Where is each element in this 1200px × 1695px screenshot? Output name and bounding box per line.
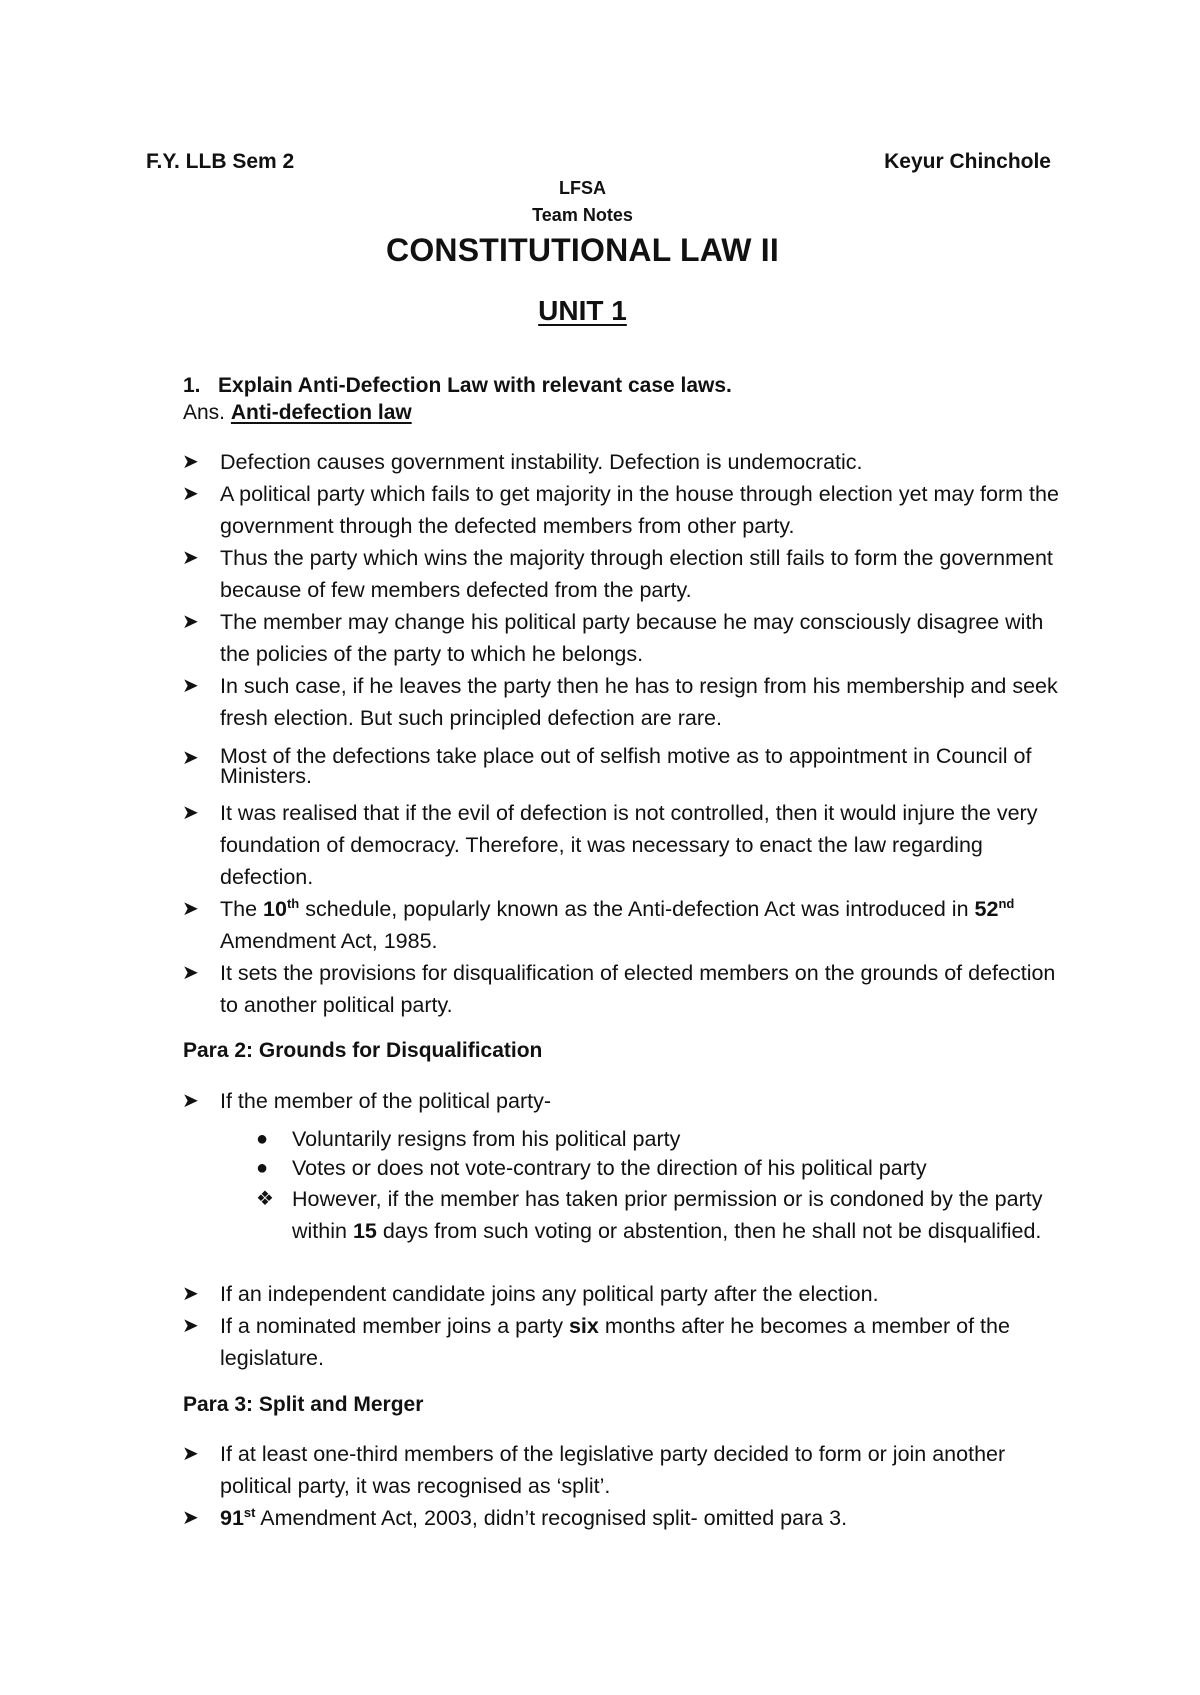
arrow-bullet-icon: ➤ [182, 611, 199, 633]
list-item: ➤ Most of the defections take place out of selfish motive as to appointment in Council of Ministers. [182, 744, 1032, 788]
unit-heading: UNIT 1 [538, 295, 627, 326]
answer-prefix: Ans. [183, 401, 226, 424]
list-item: ➤ If an independent candidate joins any political party after the election. [182, 1278, 1062, 1310]
para2-heading: Para 2: Grounds for Disqualification [183, 1039, 543, 1062]
answer-heading: Anti-defection law [230, 401, 412, 424]
diamond-bullet-icon: ❖ [256, 1188, 274, 1210]
list-item: ❖ However, if the member has taken prior permission or is condoned by the party within 15 days from such voting or abstention, then he shall not be disqualified. [256, 1183, 1046, 1247]
list-item: ➤ If the member of the political party- [182, 1085, 1062, 1117]
arrow-bullet-icon: ➤ [182, 1283, 199, 1305]
arrow-bullet-icon: ➤ [182, 1315, 199, 1337]
arrow-bullet-icon: ➤ [182, 802, 199, 824]
bullet-dot-icon: ● [256, 1157, 269, 1179]
course-label: F.Y. LLB Sem 2 [146, 150, 295, 173]
list-item: ➤ The member may change his political party because he may consciously disagree with the policies of the party to which he belongs. [182, 606, 1062, 670]
bullet-dot-icon: ● [256, 1128, 269, 1150]
question-text: Explain Anti-Defection Law with relevant case laws. [218, 374, 732, 397]
arrow-bullet-icon: ➤ [182, 1090, 199, 1112]
list-item: ➤ Defection causes government instability. Defection is undemocratic. [182, 446, 1062, 478]
arrow-bullet-icon: ➤ [182, 898, 199, 920]
org-label: LFSA [559, 178, 606, 198]
list-item: ● Voluntarily resigns from his political party [256, 1123, 1056, 1155]
page-title: CONSTITUTIONAL LAW II [386, 232, 779, 268]
arrow-bullet-icon: ➤ [182, 451, 199, 473]
list-item: ➤ A political party which fails to get majority in the house through election yet may form the government through the defected members from other party. [182, 478, 1062, 542]
answer-line [183, 401, 412, 425]
author-name: Keyur Chinchole [884, 150, 1051, 173]
list-item: ➤ In such case, if he leaves the party then he has to resign from his membership and seek fresh election. But such principled defection are rare. [182, 670, 1062, 734]
arrow-bullet-icon: ➤ [182, 962, 199, 984]
para3-heading: Para 3: Split and Merger [183, 1393, 424, 1416]
arrow-bullet-icon: ➤ [182, 675, 199, 697]
list-item: ➤ It was realised that if the evil of defection is not controlled, then it would injure the very foundation of democracy. Therefore, it was necessary to enact the law regarding defection. [182, 797, 1062, 893]
list-item: ➤ If at least one-third members of the legislative party decided to form or join another political party, it was recognised as ‘split’. [182, 1438, 1062, 1502]
unit-heading-wrap [0, 295, 1165, 327]
list-item: ➤ 91st Amendment Act, 2003, didn’t recognised split- omitted para 3. [182, 1502, 1062, 1534]
list-item: ➤ The 10th schedule, popularly known as the Anti-defection Act was introduced in 52nd Amendment Act, 1985. [182, 893, 1062, 957]
arrow-bullet-icon: ➤ [182, 1507, 199, 1529]
arrow-bullet-icon: ➤ [182, 747, 199, 769]
subtitle: Team Notes [532, 205, 633, 225]
list-item: ● Votes or does not vote-contrary to the direction of his political party [256, 1152, 1056, 1184]
question-number: 1. [183, 374, 201, 397]
arrow-bullet-icon: ➤ [182, 1443, 199, 1465]
list-item: ➤ Thus the party which wins the majority through election still fails to form the government because of few members defected from the party. [182, 542, 1062, 606]
arrow-bullet-icon: ➤ [182, 547, 199, 569]
list-item: ➤ It sets the provisions for disqualification of elected members on the grounds of defection to another political party. [182, 957, 1062, 1021]
list-item: ➤ If a nominated member joins a party six months after he becomes a member of the legislature. [182, 1310, 1062, 1374]
arrow-bullet-icon: ➤ [182, 483, 199, 505]
question [183, 374, 732, 398]
